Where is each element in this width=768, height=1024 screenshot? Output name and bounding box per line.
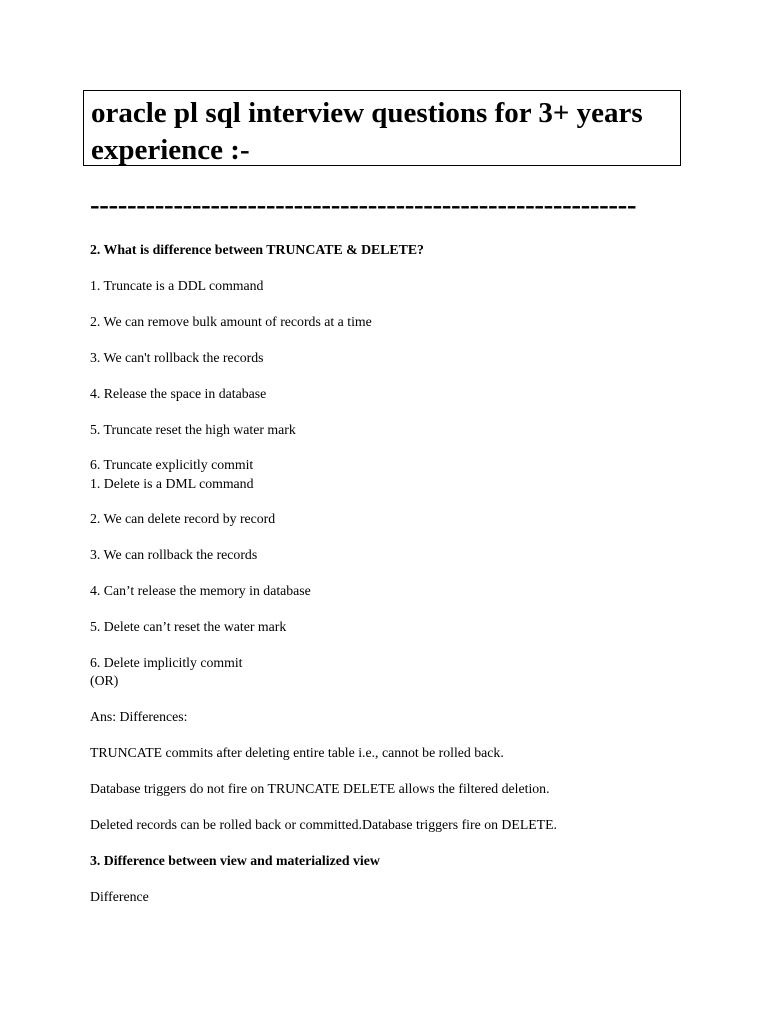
- delete-point-1: 1. Delete is a DML command: [90, 476, 254, 491]
- truncate-point-4: 4. Release the space in database: [90, 386, 267, 401]
- title-box: [83, 90, 681, 166]
- question-truncate-delete: 2. What is difference between TRUNCATE & DELETE?: [90, 242, 424, 257]
- title-line-1: oracle pl sql interview questions for 3+ years: [91, 97, 643, 129]
- delete-point-5: 5. Delete can’t reset the water mark: [90, 619, 287, 634]
- delete-point-6: 6. Delete implicitly commit: [90, 655, 243, 670]
- answer-label: Ans: Differences:: [90, 709, 188, 724]
- difference-1: TRUNCATE commits after deleting entire table i.e., cannot be rolled back.: [90, 745, 504, 760]
- truncate-point-2: 2. We can remove bulk amount of records at a time: [90, 314, 372, 329]
- delete-point-2: 2. We can delete record by record: [90, 511, 276, 526]
- truncate-point-6: 6. Truncate explicitly commit: [90, 457, 254, 472]
- difference-3: Deleted records can be rolled back or committed.Database triggers fire on DELETE.: [90, 817, 557, 832]
- title-line-2: experience :-: [91, 134, 250, 166]
- truncate-point-3: 3. We can't rollback the records: [90, 350, 264, 365]
- difference-heading: Difference: [90, 889, 149, 904]
- or-label: (OR): [90, 673, 119, 688]
- delete-point-3: 3. We can rollback the records: [90, 547, 258, 562]
- question-view-materialized: 3. Difference between view and materialized view: [90, 853, 380, 868]
- delete-point-4: 4. Can’t release the memory in database: [90, 583, 311, 598]
- separator-line: -----------------------------------------------------------: [90, 189, 637, 221]
- truncate-point-1: 1. Truncate is a DDL command: [90, 278, 264, 293]
- difference-2: Database triggers do not fire on TRUNCATE DELETE allows the filtered deletion.: [90, 781, 550, 796]
- truncate-point-5: 5. Truncate reset the high water mark: [90, 422, 296, 437]
